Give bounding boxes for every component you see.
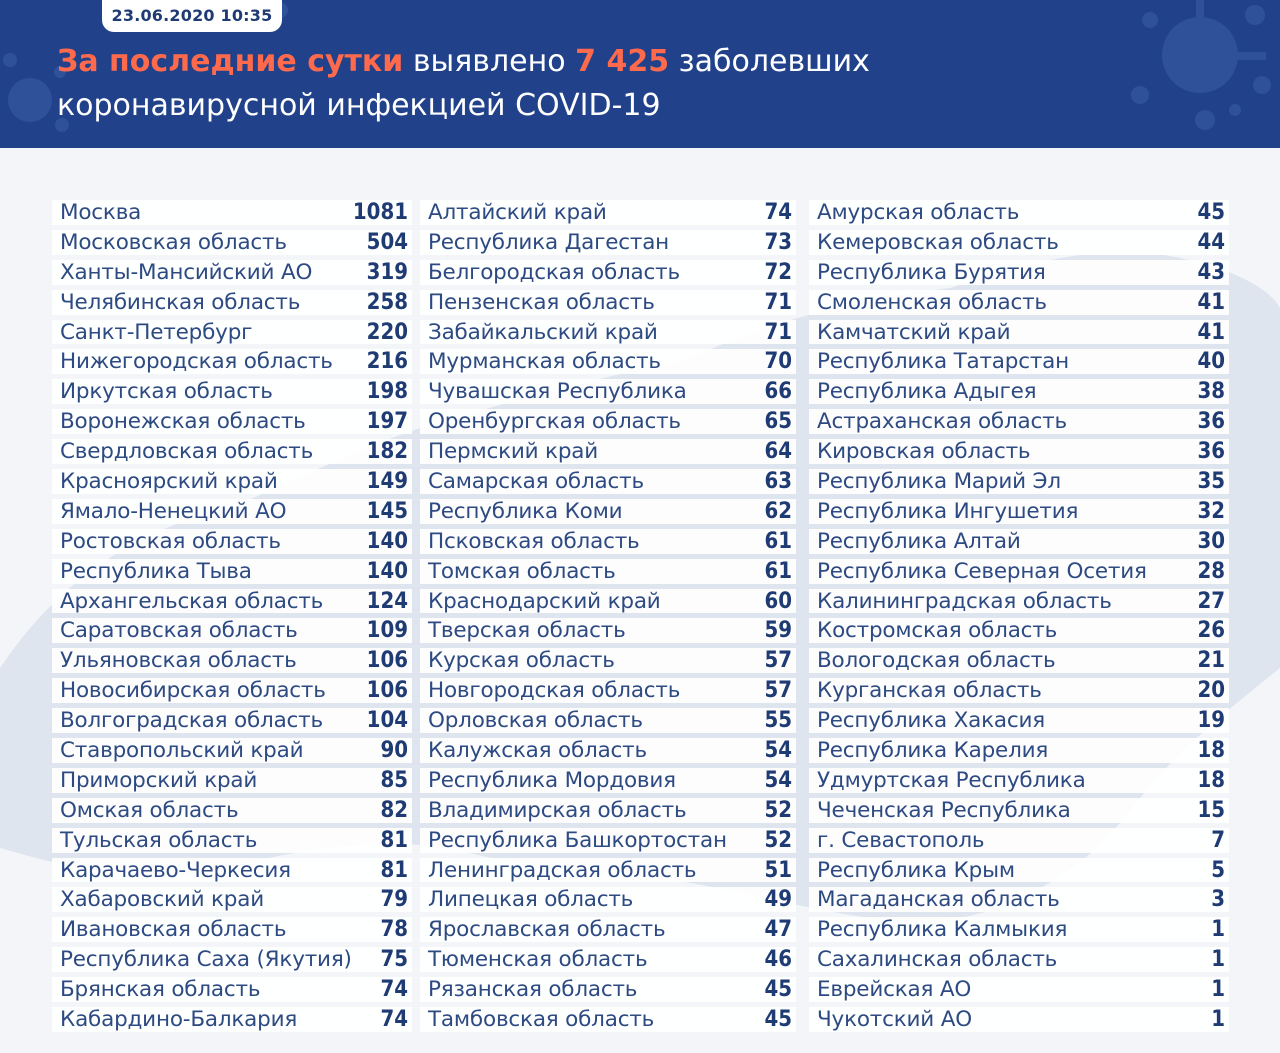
region-name: Магаданская область bbox=[817, 887, 1060, 913]
table-row bbox=[52, 587, 412, 617]
case-count: 19 bbox=[1197, 708, 1225, 734]
case-count: 104 bbox=[366, 708, 408, 734]
case-count: 74 bbox=[764, 200, 792, 225]
table-row bbox=[52, 676, 412, 706]
case-count: 45 bbox=[1197, 200, 1225, 225]
table-row bbox=[420, 347, 796, 377]
table-row bbox=[420, 527, 796, 557]
table-row bbox=[809, 407, 1229, 437]
table-row bbox=[52, 258, 412, 288]
table-row bbox=[420, 258, 796, 288]
case-count: 74 bbox=[380, 977, 408, 1003]
table-row bbox=[809, 318, 1229, 348]
region-name: Приморский край bbox=[60, 767, 258, 793]
table-row bbox=[420, 377, 796, 407]
case-count: 1 bbox=[1211, 977, 1225, 1003]
case-count: 81 bbox=[380, 857, 408, 883]
table-row bbox=[809, 676, 1229, 706]
table-row bbox=[420, 885, 796, 915]
region-name: Пензенская область bbox=[428, 289, 655, 315]
region-column-1 bbox=[52, 198, 412, 1035]
region-name: Самарская область bbox=[428, 469, 644, 495]
region-name: Республика Адыгея bbox=[817, 379, 1037, 405]
table-row bbox=[809, 198, 1229, 228]
table-row bbox=[809, 377, 1229, 407]
case-count: 59 bbox=[764, 618, 792, 644]
case-count: 1 bbox=[1211, 917, 1225, 943]
table-row bbox=[420, 616, 796, 646]
case-count: 106 bbox=[366, 678, 408, 704]
case-count: 47 bbox=[764, 917, 792, 943]
table-row bbox=[420, 975, 796, 1005]
case-count: 62 bbox=[764, 498, 792, 524]
region-name: Республика Дагестан bbox=[428, 229, 670, 255]
case-count: 198 bbox=[366, 379, 408, 405]
region-name: Республика Тыва bbox=[60, 558, 252, 584]
case-count: 106 bbox=[366, 648, 408, 674]
region-name: Омская область bbox=[60, 797, 239, 823]
table-row bbox=[52, 975, 412, 1005]
case-count: 66 bbox=[764, 379, 792, 405]
case-count: 63 bbox=[764, 469, 792, 495]
table-row bbox=[52, 826, 412, 856]
table-row bbox=[52, 706, 412, 736]
region-name: Республика Коми bbox=[428, 498, 623, 524]
case-count: 65 bbox=[764, 409, 792, 435]
case-count: 55 bbox=[764, 708, 792, 734]
region-name: Новосибирская область bbox=[60, 678, 326, 704]
case-count: 26 bbox=[1197, 618, 1225, 644]
table-row bbox=[809, 557, 1229, 587]
region-name: Пермский край bbox=[428, 439, 599, 465]
table-row bbox=[52, 288, 412, 318]
case-count: 52 bbox=[764, 797, 792, 823]
table-row bbox=[809, 288, 1229, 318]
case-count: 71 bbox=[764, 289, 792, 315]
region-name: Кабардино-Балкария bbox=[60, 1007, 298, 1033]
table-row bbox=[52, 736, 412, 766]
region-name: Чувашская Республика bbox=[428, 379, 687, 405]
region-name: Новгородская область bbox=[428, 678, 681, 704]
region-name: Ханты-Мансийский АО bbox=[60, 259, 313, 285]
region-name: Тамбовская область bbox=[428, 1007, 655, 1033]
region-name: Нижегородская область bbox=[60, 349, 333, 375]
case-count: 28 bbox=[1197, 558, 1225, 584]
table-row bbox=[420, 736, 796, 766]
region-name: Ямало-Ненецкий АО bbox=[60, 498, 287, 524]
table-row bbox=[809, 736, 1229, 766]
table-row bbox=[52, 646, 412, 676]
case-count: 504 bbox=[366, 229, 408, 255]
table-row bbox=[52, 885, 412, 915]
table-row bbox=[52, 616, 412, 646]
table-row bbox=[809, 1005, 1229, 1035]
region-name: Тюменская область bbox=[428, 947, 648, 973]
case-count: 1 bbox=[1211, 947, 1225, 973]
region-name: Ивановская область bbox=[60, 917, 287, 943]
region-name: Республика Башкортостан bbox=[428, 827, 727, 853]
table-row bbox=[52, 1005, 412, 1035]
table-row bbox=[52, 856, 412, 886]
region-name: Челябинская область bbox=[60, 289, 301, 315]
case-count: 41 bbox=[1197, 289, 1225, 315]
case-count: 51 bbox=[764, 857, 792, 883]
case-count: 73 bbox=[764, 229, 792, 255]
table-row bbox=[809, 826, 1229, 856]
table-row bbox=[52, 796, 412, 826]
region-name: Красноярский край bbox=[60, 469, 278, 495]
case-count: 197 bbox=[366, 409, 408, 435]
table-row bbox=[809, 975, 1229, 1005]
region-name: Республика Саха (Якутия) bbox=[60, 947, 352, 973]
region-name: Владимирская область bbox=[428, 797, 687, 823]
region-name: Костромская область bbox=[817, 618, 1058, 644]
table-row bbox=[809, 527, 1229, 557]
table-row bbox=[420, 497, 796, 527]
region-name: Республика Мордовия bbox=[428, 767, 676, 793]
region-name: Калининградская область bbox=[817, 588, 1112, 614]
region-name: Мурманская область bbox=[428, 349, 661, 375]
table-row bbox=[52, 347, 412, 377]
region-name: Белгородская область bbox=[428, 259, 680, 285]
table-row bbox=[52, 915, 412, 945]
region-name: Смоленская область bbox=[817, 289, 1047, 315]
case-count: 220 bbox=[366, 319, 408, 345]
case-count: 70 bbox=[764, 349, 792, 375]
region-name: Вологодская область bbox=[817, 648, 1056, 674]
table-row bbox=[420, 437, 796, 467]
region-name: Брянская область bbox=[60, 977, 261, 1003]
case-count: 54 bbox=[764, 738, 792, 764]
region-name: Ставропольский край bbox=[60, 738, 304, 764]
table-row bbox=[809, 766, 1229, 796]
region-name: Ярославская область bbox=[428, 917, 666, 943]
case-count: 18 bbox=[1197, 767, 1225, 793]
table-row bbox=[809, 587, 1229, 617]
region-name: г. Севастополь bbox=[817, 827, 985, 853]
table-row bbox=[809, 646, 1229, 676]
region-name: Саратовская область bbox=[60, 618, 298, 644]
region-name: Республика Крым bbox=[817, 857, 1015, 883]
region-name: Чукотский АО bbox=[817, 1007, 972, 1033]
region-name: Республика Татарстан bbox=[817, 349, 1069, 375]
table-row bbox=[809, 347, 1229, 377]
case-count: 182 bbox=[366, 439, 408, 465]
region-name: Республика Хакасия bbox=[817, 708, 1045, 734]
region-name: Орловская область bbox=[428, 708, 643, 734]
region-column-3 bbox=[809, 198, 1229, 1035]
region-name: Республика Ингушетия bbox=[817, 498, 1079, 524]
table-row bbox=[809, 228, 1229, 258]
region-name: Ленинградская область bbox=[428, 857, 697, 883]
case-count: 52 bbox=[764, 827, 792, 853]
table-row bbox=[52, 407, 412, 437]
table-row bbox=[52, 228, 412, 258]
case-count: 79 bbox=[380, 887, 408, 913]
table-row bbox=[420, 228, 796, 258]
region-name: Московская область bbox=[60, 229, 287, 255]
case-count: 32 bbox=[1197, 498, 1225, 524]
table-row bbox=[809, 616, 1229, 646]
region-name: Воронежская область bbox=[60, 409, 306, 435]
case-count: 82 bbox=[380, 797, 408, 823]
region-name: Ульяновская область bbox=[60, 648, 297, 674]
case-count: 49 bbox=[764, 887, 792, 913]
case-count: 1081 bbox=[352, 200, 408, 225]
case-count: 140 bbox=[366, 558, 408, 584]
case-count: 5 bbox=[1211, 857, 1225, 883]
table-row bbox=[420, 646, 796, 676]
case-count: 81 bbox=[380, 827, 408, 853]
region-name: Архангельская область bbox=[60, 588, 324, 614]
case-count: 38 bbox=[1197, 379, 1225, 405]
case-count: 61 bbox=[764, 528, 792, 554]
table-row bbox=[52, 377, 412, 407]
table-row bbox=[420, 945, 796, 975]
case-count: 60 bbox=[764, 588, 792, 614]
case-count: 21 bbox=[1197, 648, 1225, 674]
case-count: 36 bbox=[1197, 439, 1225, 465]
case-count: 61 bbox=[764, 558, 792, 584]
region-name: Астраханская область bbox=[817, 409, 1067, 435]
case-count: 124 bbox=[366, 588, 408, 614]
table-row bbox=[809, 945, 1229, 975]
headline-accent: За последние сутки bbox=[57, 44, 404, 79]
region-name: Чеченская Республика bbox=[817, 797, 1071, 823]
case-count: 109 bbox=[366, 618, 408, 644]
region-name: Еврейская АО bbox=[817, 977, 972, 1003]
case-count: 15 bbox=[1197, 797, 1225, 823]
region-name: Волгоградская область bbox=[60, 708, 323, 734]
table-row bbox=[420, 587, 796, 617]
table-row bbox=[52, 198, 412, 228]
table-row bbox=[809, 467, 1229, 497]
table-row bbox=[52, 945, 412, 975]
table-row bbox=[420, 407, 796, 437]
case-count: 145 bbox=[366, 498, 408, 524]
case-count: 72 bbox=[764, 259, 792, 285]
table-row bbox=[809, 796, 1229, 826]
table-row bbox=[809, 706, 1229, 736]
header-banner bbox=[0, 0, 1280, 148]
table-row bbox=[52, 467, 412, 497]
case-count: 54 bbox=[764, 767, 792, 793]
case-count: 78 bbox=[380, 917, 408, 943]
table-row bbox=[420, 706, 796, 736]
table-row bbox=[420, 766, 796, 796]
table-row bbox=[52, 766, 412, 796]
headline-count: 7 425 bbox=[575, 44, 670, 79]
headline-mid: выявлено bbox=[412, 44, 566, 79]
table-row bbox=[420, 467, 796, 497]
case-count: 149 bbox=[366, 469, 408, 495]
region-name: Москва bbox=[60, 200, 142, 225]
case-count: 57 bbox=[764, 648, 792, 674]
region-name: Республика Карелия bbox=[817, 738, 1049, 764]
table-row bbox=[420, 915, 796, 945]
case-count: 258 bbox=[366, 289, 408, 315]
table-row bbox=[809, 258, 1229, 288]
table-row bbox=[420, 856, 796, 886]
table-row bbox=[420, 826, 796, 856]
case-count: 35 bbox=[1197, 469, 1225, 495]
case-count: 57 bbox=[764, 678, 792, 704]
table-row bbox=[420, 557, 796, 587]
case-count: 7 bbox=[1211, 827, 1225, 853]
table-row bbox=[809, 915, 1229, 945]
table-row bbox=[52, 497, 412, 527]
region-name: Республика Марий Эл bbox=[817, 469, 1061, 495]
table-row bbox=[809, 856, 1229, 886]
table-row bbox=[420, 796, 796, 826]
region-name: Тульская область bbox=[60, 827, 258, 853]
region-name: Хабаровский край bbox=[60, 887, 264, 913]
date-badge: 23.06.2020 10:35 bbox=[102, 0, 282, 32]
table-row bbox=[52, 527, 412, 557]
region-name: Оренбургская область bbox=[428, 409, 681, 435]
case-count: 74 bbox=[380, 1007, 408, 1033]
case-count: 30 bbox=[1197, 528, 1225, 554]
region-name: Краснодарский край bbox=[428, 588, 661, 614]
region-name: Кемеровская область bbox=[817, 229, 1059, 255]
table-row bbox=[420, 676, 796, 706]
region-name: Забайкальский край bbox=[428, 319, 658, 345]
region-name: Ростовская область bbox=[60, 528, 281, 554]
region-name: Республика Калмыкия bbox=[817, 917, 1068, 943]
case-count: 36 bbox=[1197, 409, 1225, 435]
case-count: 90 bbox=[380, 738, 408, 764]
case-count: 319 bbox=[366, 259, 408, 285]
case-count: 85 bbox=[380, 767, 408, 793]
case-count: 45 bbox=[764, 977, 792, 1003]
region-name: Кировская область bbox=[817, 439, 1031, 465]
headline-line2: коронавирусной инфекцией COVID-19 bbox=[57, 88, 661, 123]
table-row bbox=[52, 437, 412, 467]
case-count: 27 bbox=[1197, 588, 1225, 614]
case-count: 20 bbox=[1197, 678, 1225, 704]
table-row bbox=[420, 198, 796, 228]
region-name: Камчатский край bbox=[817, 319, 1011, 345]
case-count: 64 bbox=[764, 439, 792, 465]
region-name: Томская область bbox=[428, 558, 616, 584]
region-name: Сахалинская область bbox=[817, 947, 1058, 973]
table-row bbox=[52, 557, 412, 587]
region-column-2 bbox=[420, 198, 796, 1035]
table-row bbox=[809, 885, 1229, 915]
region-name: Амурская область bbox=[817, 200, 1020, 225]
region-name: Удмуртская Республика bbox=[817, 767, 1086, 793]
case-count: 44 bbox=[1197, 229, 1225, 255]
table-row bbox=[420, 318, 796, 348]
region-name: Свердловская область bbox=[60, 439, 314, 465]
region-name: Иркутская область bbox=[60, 379, 273, 405]
table-row bbox=[809, 497, 1229, 527]
case-count: 71 bbox=[764, 319, 792, 345]
region-name: Карачаево-Черкесия bbox=[60, 857, 291, 883]
region-name: Псковская область bbox=[428, 528, 640, 554]
case-count: 43 bbox=[1197, 259, 1225, 285]
case-count: 1 bbox=[1211, 1007, 1225, 1033]
region-name: Калужская область bbox=[428, 738, 647, 764]
table-row bbox=[809, 437, 1229, 467]
headline-rest: заболевших bbox=[678, 44, 870, 79]
case-count: 216 bbox=[366, 349, 408, 375]
case-count: 40 bbox=[1197, 349, 1225, 375]
page-title bbox=[57, 40, 1207, 128]
region-name: Алтайский край bbox=[428, 200, 607, 225]
case-count: 41 bbox=[1197, 319, 1225, 345]
region-name: Курская область bbox=[428, 648, 615, 674]
case-count: 18 bbox=[1197, 738, 1225, 764]
table-row bbox=[52, 318, 412, 348]
region-name: Республика Алтай bbox=[817, 528, 1021, 554]
region-name: Рязанская область bbox=[428, 977, 638, 1003]
region-name: Республика Бурятия bbox=[817, 259, 1046, 285]
case-count: 75 bbox=[380, 947, 408, 973]
region-name: Курганская область bbox=[817, 678, 1042, 704]
region-name: Санкт-Петербург bbox=[60, 319, 253, 345]
region-name: Липецкая область bbox=[428, 887, 634, 913]
case-count: 46 bbox=[764, 947, 792, 973]
case-count: 140 bbox=[366, 528, 408, 554]
case-count: 45 bbox=[764, 1007, 792, 1033]
case-count: 3 bbox=[1211, 887, 1225, 913]
region-name: Тверская область bbox=[428, 618, 626, 644]
table-row bbox=[420, 1005, 796, 1035]
region-name: Республика Северная Осетия bbox=[817, 558, 1147, 584]
table-row bbox=[420, 288, 796, 318]
